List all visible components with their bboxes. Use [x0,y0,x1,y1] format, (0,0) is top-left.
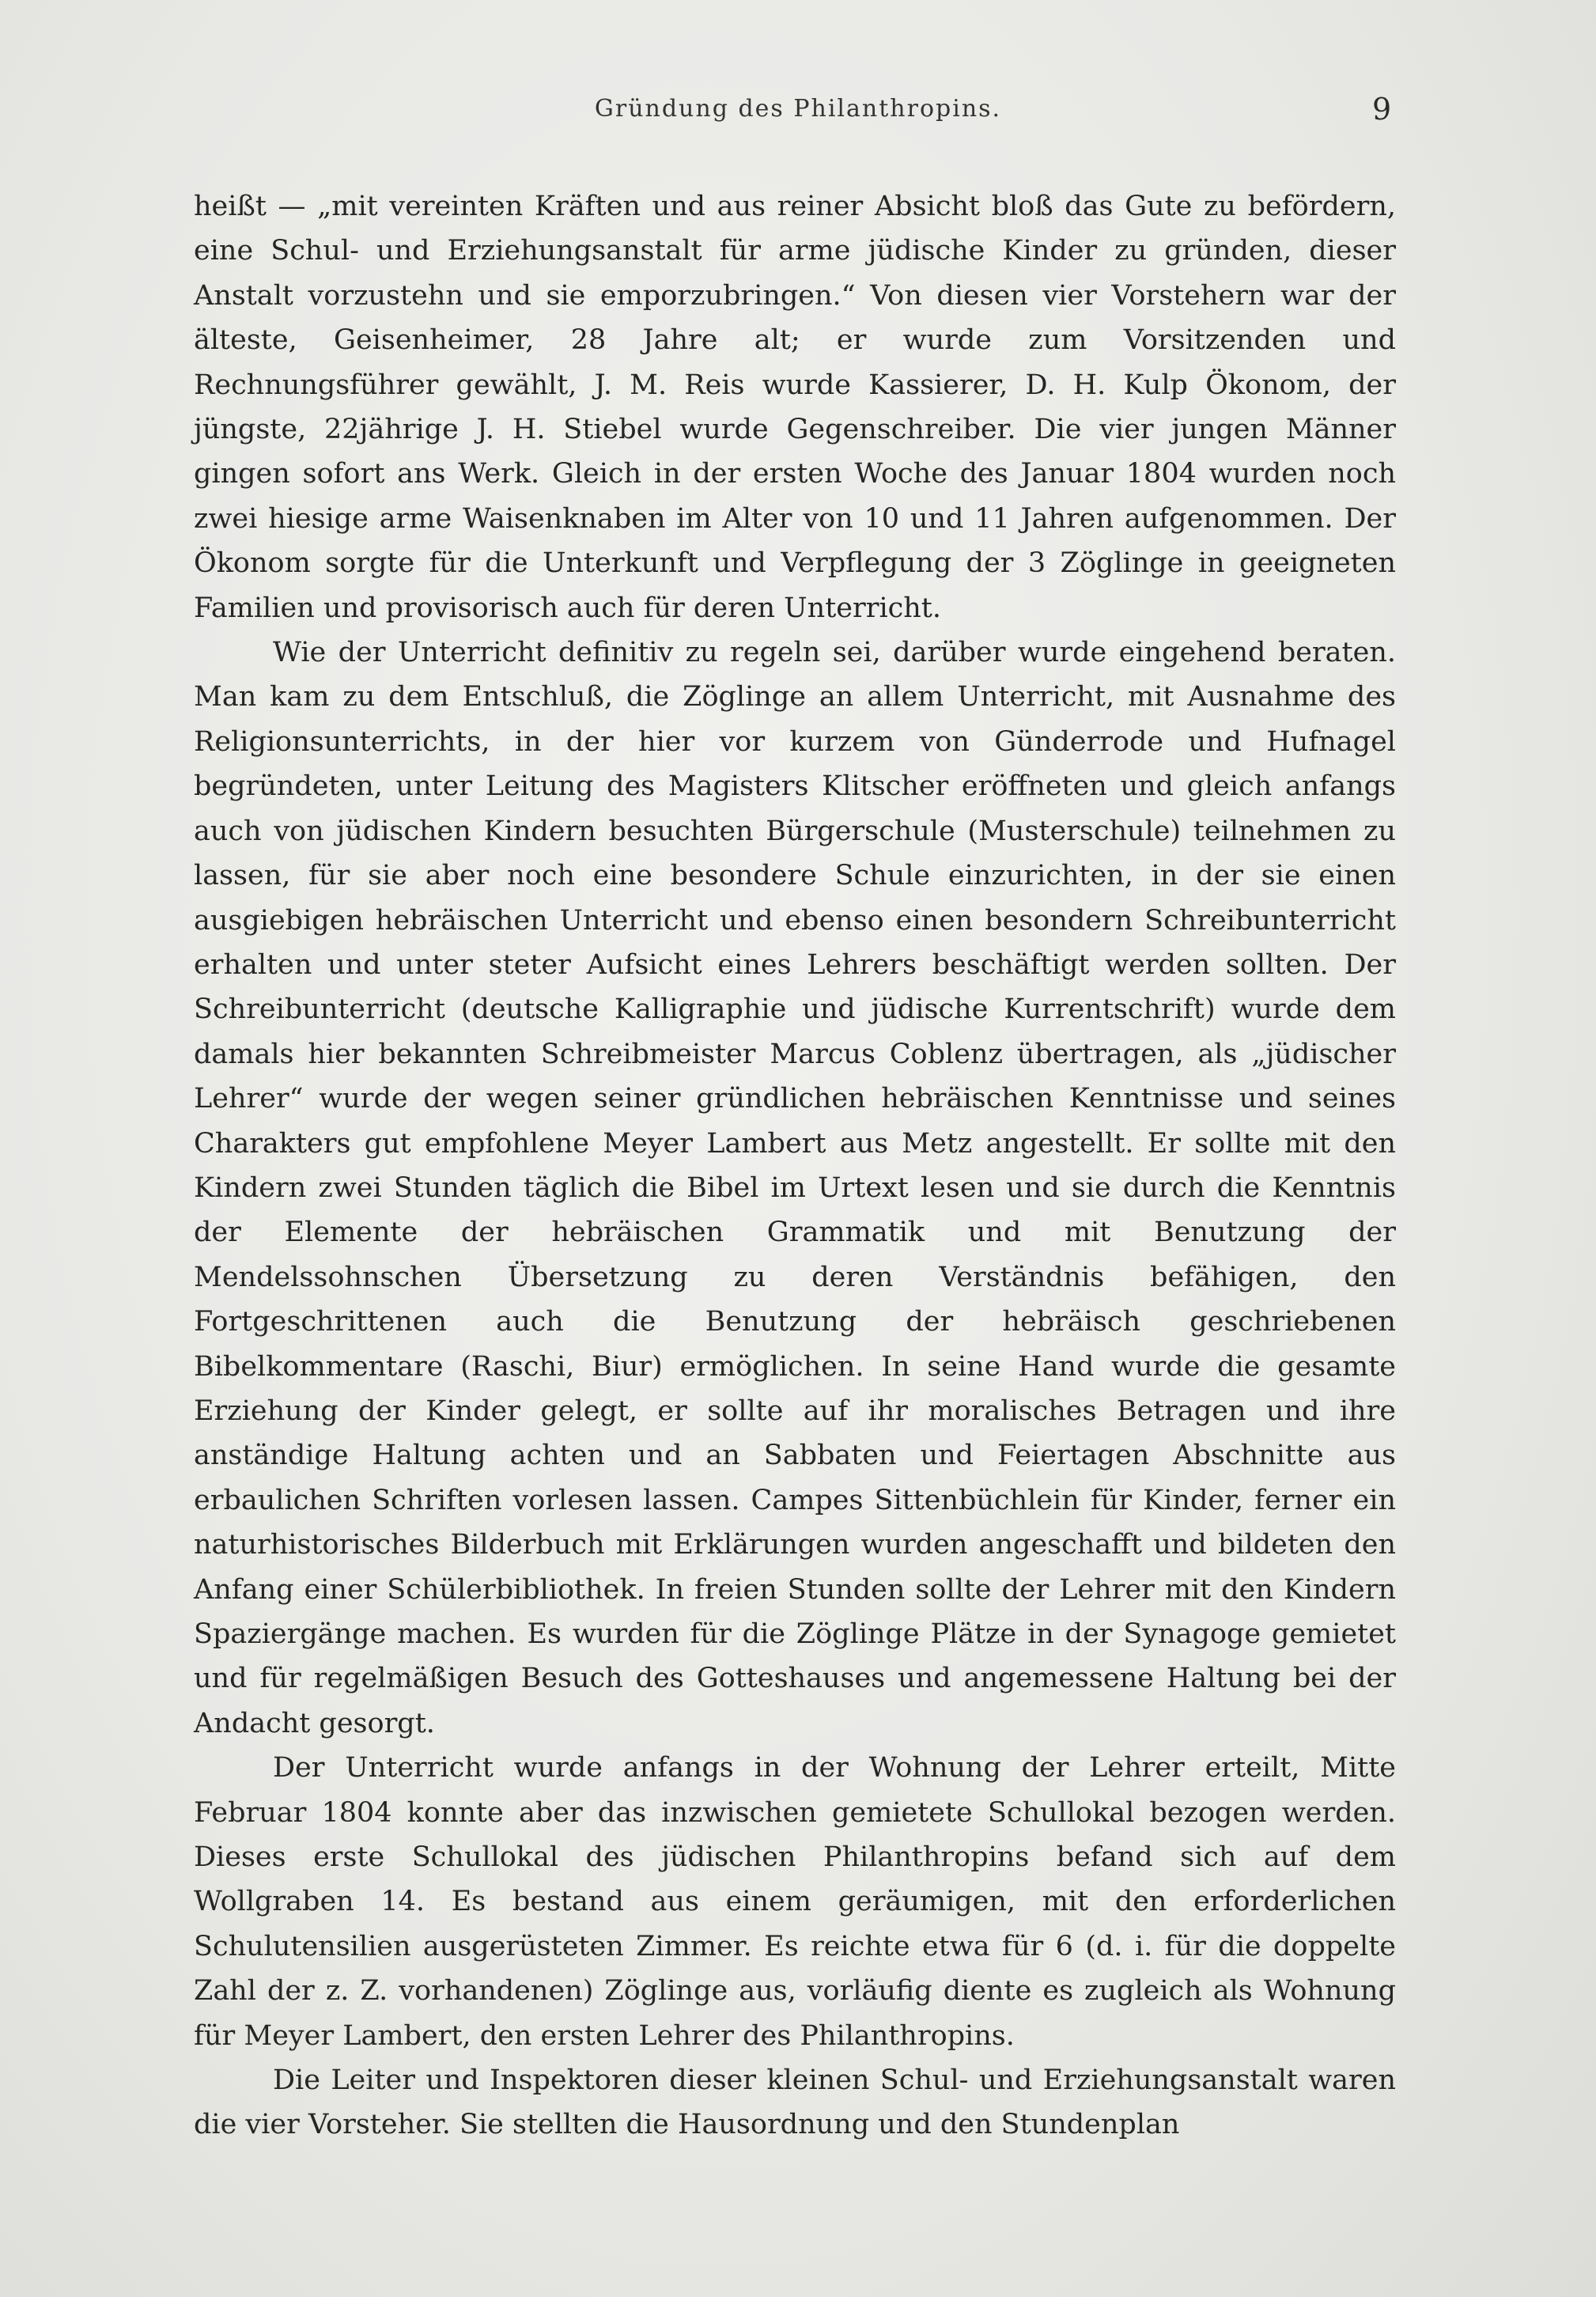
paragraph-4: Die Leiter und Inspektoren dieser kleinen Schul- und Erziehungsanstalt waren die vier Vorsteher. Sie stellten die Hausordnung und den Stundenplan [194,2064,1396,2141]
paragraph-3: Der Unterricht wurde anfangs in der Wohnung der Lehrer erteilt, Mitte Februar 1804 konnte aber das inzwischen gemietete Schullokal bezogen werden. Dieses erste Schullokal des jüdischen Philanthropins befand sich auf dem Wollgraben 14. Es bestand aus einem geräumigen, mit den erforderlichen Schulutensilien ausgerüsteten Zimmer. Es reichte etwa für 6 (d. i. für die doppelte Zahl der z. Z. vorhandenen) Zöglinge aus, vorläufig diente es zugleich als Wohnung für Meyer Lambert, den ersten Lehrer des Philanthropins. [194,1752,1396,2052]
page-header [0,92,1596,142]
paragraph-1: heißt — „mit vereinten Kräften und aus reiner Absicht bloß das Gute zu befördern, eine Schul- und Erziehungsanstalt für arme jüdische Kinder zu gründen, dieser Anstalt vorzustehn und sie emporzubringen.“ Von diesen vier Vorstehern war der älteste, Geisenheimer, 28 Jahre alt; er wurde zum Vorsitzenden und Rechnungsführer gewählt, J. M. Reis wurde Kassierer, D. H. Kulp Ökonom, der jüngste, 22jährige J. H. Stiebel wurde Gegenschreiber. Die vier jungen Männer gingen sofort ans Werk. Gleich in der ersten Woche des Januar 1804 wurden noch zwei hiesige arme Waisenknaben im Alter von 10 und 11 Jahren aufgenommen. Der Ökonom sorgte für die Unterkunft und Verpflegung der 3 Zöglinge in geeigneten Familien und provisorisch auch für deren Unterricht. [194,191,1396,624]
running-head: Gründung des Philanthropins. [594,95,1002,123]
body-text [194,184,1396,2148]
page-number: 9 [1372,92,1392,127]
paragraph-2: Wie der Unterricht definitiv zu regeln sei, darüber wurde eingehend beraten. Man kam zu dem Entschluß, die Zöglinge an allem Unterricht, mit Ausnahme des Religionsunterrichts, in der hier vor kurzem von Günderrode und Hufnagel begründeten, unter Leitung des Magisters Klitscher eröffneten und gleich anfangs auch von jüdischen Kindern besuchten Bürgerschule (Musterschule) teilnehmen zu lassen, für sie aber noch eine besondere Schule einzurichten, in der sie einen ausgiebigen hebräischen Unterricht und ebenso einen besondern Schreibunterricht erhalten und unter steter Aufsicht eines Lehrers beschäftigt werden sollten. Der Schreibunterricht (deutsche Kalligraphie und jüdische Kurrentschrift) wurde dem damals hier bekannten Schreibmeister Marcus Coblenz übertragen, als „jüdischer Lehrer“ wurde der wegen seiner gründlichen hebräischen Kenntnisse und seines Charakters gut empfohlene Meyer Lambert aus Metz angestellt. Er sollte mit den Kindern zwei Stunden täglich die Bibel im Urtext lesen und sie durch die Kenntnis der Elemente der hebräischen Grammatik und mit Benutzung der Mendelssohnschen Übersetzung zu deren Verständnis befähigen, den Fortgeschrittenen auch die Benutzung der hebräisch geschriebenen Bibelkommentare (Raschi, Biur) ermöglichen. In seine Hand wurde die gesamte Erziehung der Kinder gelegt, er sollte auf ihr moralisches Betragen und ihre anständige Haltung achten und an Sabbaten und Feiertagen Abschnitte aus erbaulichen Schriften vorlesen lassen. Campes Sittenbüchlein für Kinder, ferner ein naturhistorisches Bilderbuch mit Erklärungen wurden angeschafft und bildeten den Anfang einer Schülerbibliothek. In freien Stunden sollte der Lehrer mit den Kindern Spaziergänge machen. Es wurden für die Zöglinge Plätze in der Synagoge gemietet und für regelmäßigen Besuch des Gotteshauses und angemessene Haltung bei der Andacht gesorgt. [194,637,1396,1739]
